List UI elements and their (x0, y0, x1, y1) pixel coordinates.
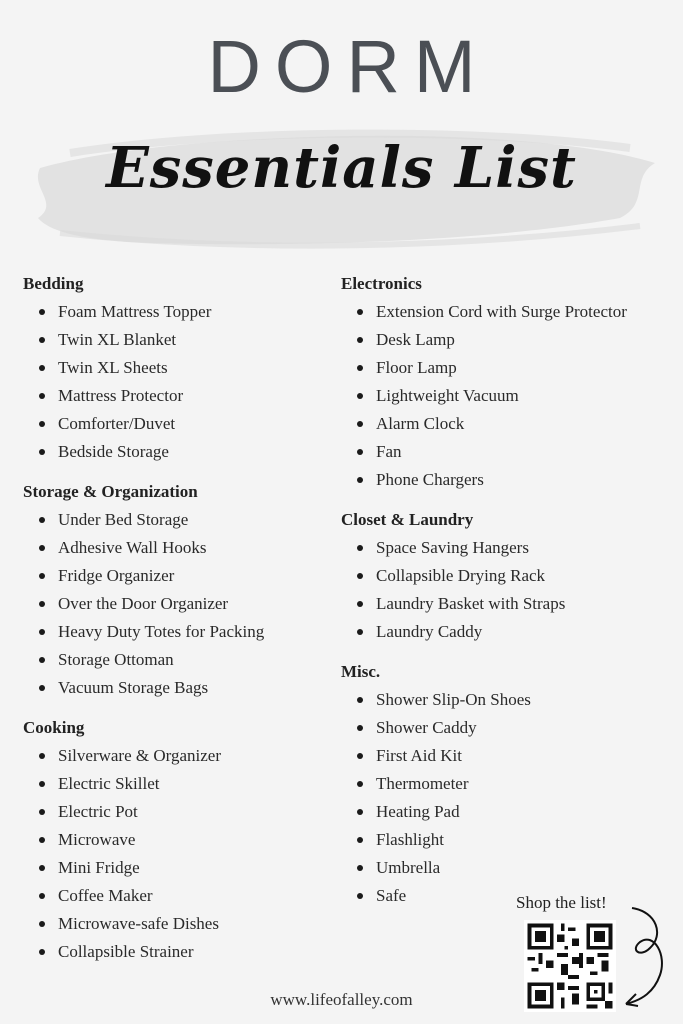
list-item: Over the Door Organizer (23, 590, 333, 618)
list-item: Floor Lamp (341, 354, 651, 382)
item-list (341, 298, 651, 494)
list-item: Mattress Protector (23, 382, 333, 410)
list-item: Heavy Duty Totes for Packing (23, 618, 333, 646)
section-heading: Electronics (341, 274, 422, 293)
list-item: Under Bed Storage (23, 506, 333, 534)
list-item: Umbrella (341, 854, 651, 882)
section-heading: Misc. (341, 662, 381, 681)
list-item: Desk Lamp (341, 326, 651, 354)
checklist-section (341, 506, 651, 646)
page-subtitle: Essentials List (106, 135, 577, 201)
list-item: Foam Mattress Topper (23, 298, 333, 326)
checklist-section (341, 658, 651, 910)
list-item: Fridge Organizer (23, 562, 333, 590)
list-item: Collapsible Drying Rack (341, 562, 651, 590)
list-item: Electric Pot (23, 798, 333, 826)
checklist-section (23, 714, 333, 966)
list-item: Heating Pad (341, 798, 651, 826)
list-item: Electric Skillet (23, 770, 333, 798)
checklist-section (341, 270, 651, 494)
list-item: Silverware & Organizer (23, 742, 333, 770)
list-item: Microwave-safe Dishes (23, 910, 333, 938)
list-item: Fan (341, 438, 651, 466)
shop-the-list-label: Shop the list! (516, 893, 607, 912)
list-item: Adhesive Wall Hooks (23, 534, 333, 562)
list-item: Lightweight Vacuum (341, 382, 651, 410)
list-item: Bedside Storage (23, 438, 333, 466)
list-item: Extension Cord with Surge Protector (341, 298, 651, 326)
list-item: Laundry Basket with Straps (341, 590, 651, 618)
list-item: Storage Ottoman (23, 646, 333, 674)
list-item: Mini Fridge (23, 854, 333, 882)
item-list (23, 298, 333, 466)
section-heading: Cooking (23, 718, 85, 737)
list-item: Coffee Maker (23, 882, 333, 910)
list-item: Shower Caddy (341, 714, 651, 742)
list-item: Twin XL Sheets (23, 354, 333, 382)
section-heading: Storage & Organization (23, 482, 198, 501)
left-column (23, 270, 333, 978)
list-item: Alarm Clock (341, 410, 651, 438)
list-item: Twin XL Blanket (23, 326, 333, 354)
item-list (23, 742, 333, 966)
list-item: Microwave (23, 826, 333, 854)
list-item: Safe (341, 882, 651, 910)
list-item: Space Saving Hangers (341, 534, 651, 562)
list-item: Collapsible Strainer (23, 938, 333, 966)
checklist-section (23, 478, 333, 702)
item-list (23, 506, 333, 702)
right-column (341, 270, 651, 922)
list-item: Vacuum Storage Bags (23, 674, 333, 702)
list-item: Shower Slip-On Shoes (341, 686, 651, 714)
item-list (341, 534, 651, 646)
list-item: Phone Chargers (341, 466, 651, 494)
list-item: Comforter/Duvet (23, 410, 333, 438)
section-heading: Bedding (23, 274, 84, 293)
section-heading: Closet & Laundry (341, 510, 474, 529)
list-item: Thermometer (341, 770, 651, 798)
page-title: DORM (207, 25, 490, 108)
list-item: Flashlight (341, 826, 651, 854)
item-list (341, 686, 651, 910)
list-item: First Aid Kit (341, 742, 651, 770)
checklist-section (23, 270, 333, 466)
footer-url[interactable]: www.lifeofalley.com (270, 990, 413, 1009)
list-item: Laundry Caddy (341, 618, 651, 646)
